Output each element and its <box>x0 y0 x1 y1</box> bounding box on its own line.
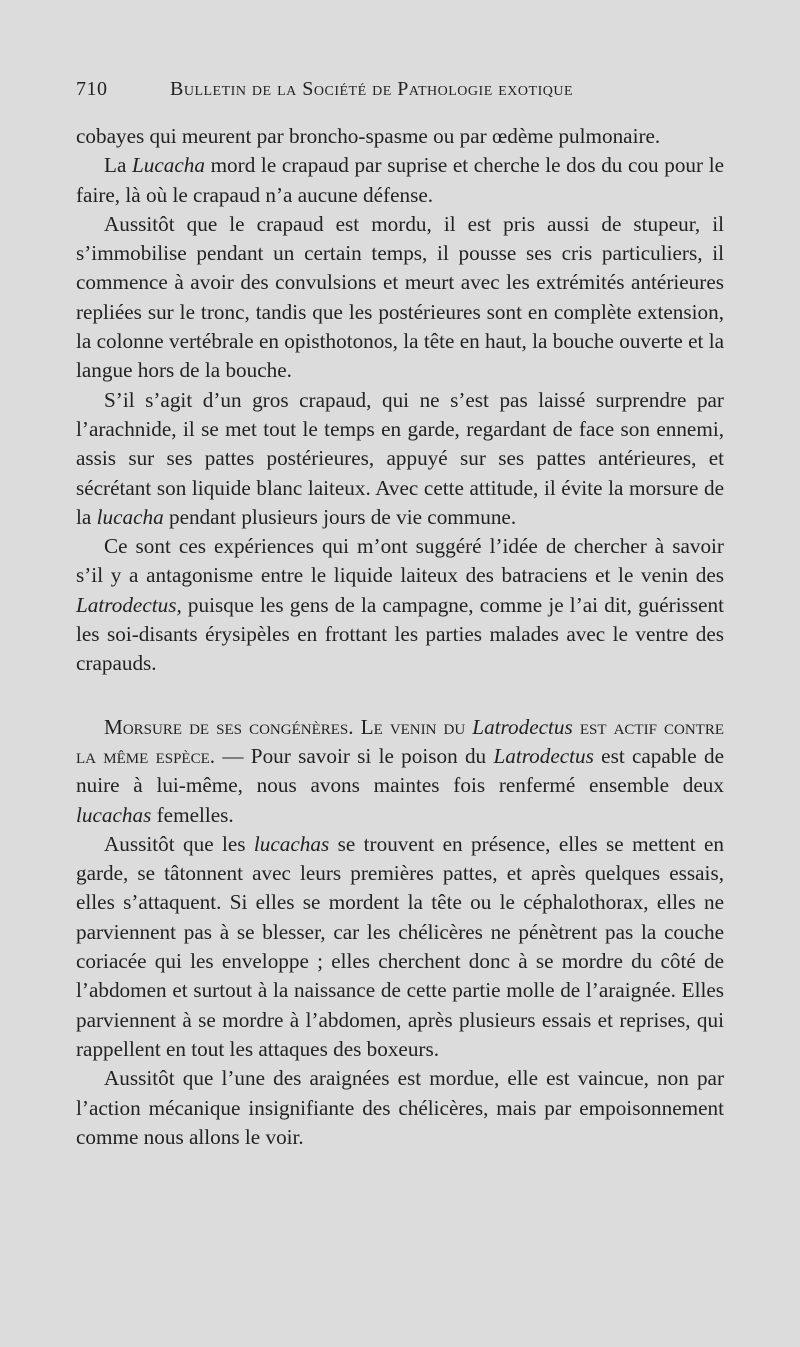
italic-term: Latrodectus <box>76 592 177 617</box>
italic-term: Latrodectus <box>493 743 594 768</box>
text-run: femelles. <box>151 802 234 827</box>
text-run: , puisque les gens de la campagne, comme je l’ai dit, guérissent les soi-disants érysipèles en frottant les parties malades avec le ventre des crapauds. <box>76 592 724 676</box>
paragraph-3: Aussitôt que le crapaud est mordu, il est pris aussi de stupeur, il s’immobilise pendant un certain temps, il pousse ses cris particuliers, il commence à avoir des convulsions et meurt avec les extrémités antérieures repliées sur le tronc, tandis que les postérieures sont en complète extension, la colonne vertébrale en opisthotonos, la tête en haut, la bouche ouverte et la langue hors de la bouche. <box>76 211 724 383</box>
journal-title: Bulletin de la Société de Pathologie exotique <box>170 78 574 100</box>
text-run: S’il s’agit d’un gros crapaud, qui ne s’est pas laissé surprendre par l’arachnide, il se met tout le temps en garde, regardant de face son ennemi, assis sur ses pattes postérieures, appuyé sur ses pattes antérieures, et sécrétant son liquide blanc laiteux. Avec cette attitude, il évite la morsure de la <box>76 387 724 529</box>
paragraph-4 <box>76 386 724 532</box>
text-run: La <box>104 153 132 178</box>
section-heading-paragraph <box>76 713 724 830</box>
paragraph-7 <box>76 830 724 1064</box>
text-run: pendant plusieurs jours de vie commune. <box>163 504 517 529</box>
text-run: — Pour savoir si le poison du <box>215 743 494 768</box>
running-header <box>76 78 716 101</box>
text-run: Aussitôt que les <box>104 831 254 856</box>
paragraph-8: Aussitôt que l’une des araignées est mordue, elle est vaincue, non par l’action mécanique insignifiante des chélicères, mais par empoisonnement comme nous allons le voir. <box>76 1066 724 1149</box>
text-run: est capable de nuire à lui-même, nous avons maintes fois renfermé ensemble deux <box>76 743 724 798</box>
italic-term: Latrodectus <box>472 714 573 739</box>
page-number: 710 <box>76 78 108 100</box>
italic-term: lucacha <box>96 504 164 529</box>
section-heading: est actif contre la même espèce. <box>76 714 724 768</box>
paragraph-2 <box>76 151 724 210</box>
italic-term: lucachas <box>253 831 330 856</box>
paragraph-1: cobayes qui meurent par broncho-spasme ou par œdème pulmonaire. <box>76 124 661 148</box>
paragraph-5 <box>76 532 724 678</box>
text-run: se trouvent en présence, elles se mettent en garde, se tâtonnent avec leurs premières pattes, et après quelques essais, elles s’attaquent. Si elles se mordent la tête ou le céphalothorax, elles ne parviennent pas à se blesser, car les chélicères ne pénètrent pas la couche coriacée qui les enveloppe ; elles cherchent donc à se mordre du côté de l’abdomen et surtout à la naissance de cette partie molle de l’araignée. Elles parviennent à se mordre à l’abdomen, après plusieurs essais et reprises, qui rappellent en tout les attaques des boxeurs. <box>76 831 724 1061</box>
italic-term: lucachas <box>76 802 152 827</box>
italic-term: Lucacha <box>131 153 205 178</box>
section-heading: Morsure de ses congénères. Le venin du <box>104 714 473 739</box>
article-body <box>76 122 724 1152</box>
text-run: Ce sont ces expériences qui m’ont suggéré l’idée de chercher à savoir s’il y a antagonisme entre le liquide laiteux des batraciens et le venin des <box>76 534 724 588</box>
text-run: mord le crapaud par suprise et cherche le dos du cou pour le faire, là où le crapaud n’a aucune défense. <box>76 153 724 207</box>
